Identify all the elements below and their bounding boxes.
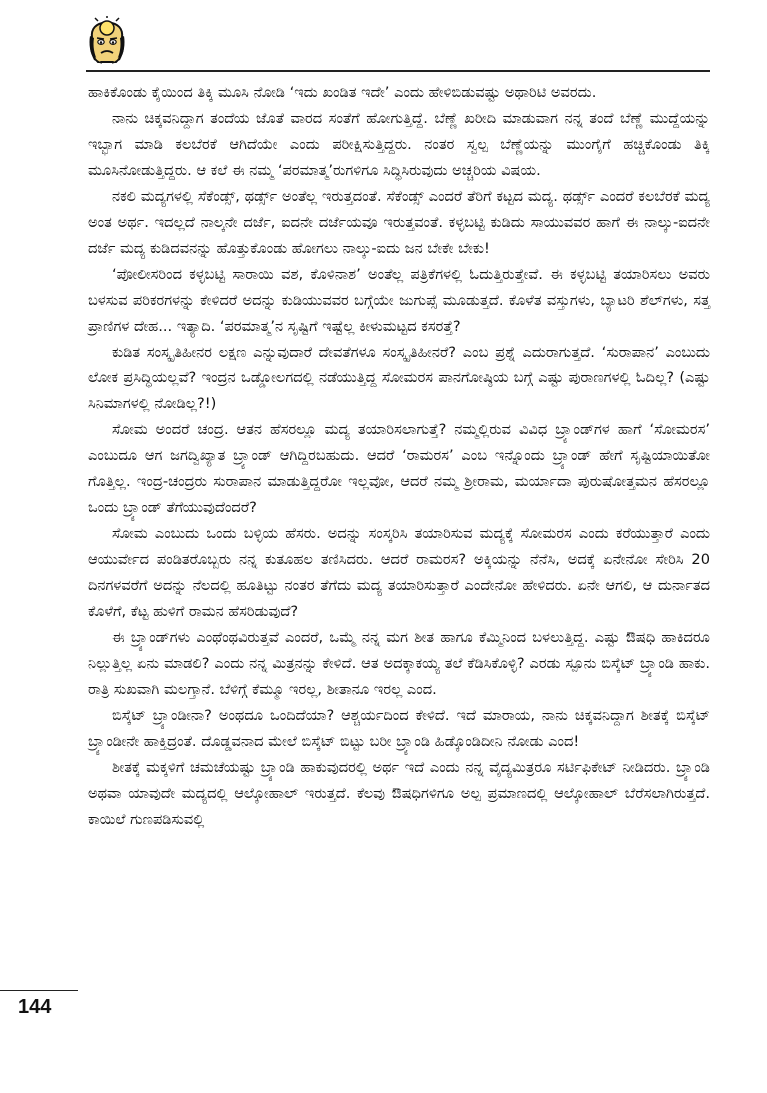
paragraph: ಸೋಮ ಎಂಬುದು ಒಂದು ಬಳ್ಳಿಯ ಹೆಸರು. ಅದನ್ನು ಸಂಸ್ಕರಿಸಿ ತಯಾರಿಸುವ ಮದ್ಯಕ್ಕೆ ಸೋಮರಸ ಎಂದು ಕರೆಯುತ್ತಾರೆ ಎಂದು ಆಯುರ್ವೇದ ಪಂಡಿತರೊಬ್ಬರು ನನ್ನ ಕುತೂಹಲ ತಣಿಸಿದರು. ಆದರೆ ರಾಮರಸ? ಅಕ್ಕಿಯನ್ನು ನೆನೆಸಿ, ಅದಕ್ಕೆ ಏನೇನೋ ಸೇರಿಸಿ 20 ದಿನಗಳವರೆಗೆ ಅದನ್ನು ನೆಲದಲ್ಲಿ ಹೂತಿಟ್ಟು ನಂತರ ತೆಗೆದು ಮದ್ಯ ತಯಾರಿಸುತ್ತಾರೆ ಎಂದೇನೋ ಹೇಳಿದರು. ಏನೇ ಆಗಲಿ, ಆ ದುರ್ನಾತದ ಕೊಳೆಗೆ, ಕೆಟ್ಟ ಹುಳಿಗೆ ರಾಮನ ಹೆಸರಿಡುವುದೆ? — [88, 525, 710, 621]
paragraph: ನಾನು ಚಿಕ್ಕವನಿದ್ದಾಗ ತಂದೆಯ ಜೊತೆ ವಾರದ ಸಂತೆಗೆ ಹೋಗುತ್ತಿದ್ದೆ. ಬೆಣ್ಣೆ ಖರೀದಿ ಮಾಡುವಾಗ ನನ್ನ ತಂದೆ ಬೆಣ್ಣೆ ಮುದ್ದೆಯನ್ನು ಇಬ್ಭಾಗ ಮಾಡಿ ಕಲಬೆರಕೆ ಆಗಿದೆಯೇ ಎಂದು ಪರೀಕ್ಷಿಸುತ್ತಿದ್ದರು. ನಂತರ ಸ್ವಲ್ಪ ಬೆಣ್ಣೆಯನ್ನು ಮುಂಗೈಗೆ ಹಚ್ಚಿಕೊಂಡು ತಿಕ್ಕಿ ಮೂಸಿನೋಡುತ್ತಿದ್ದರು. ಆ ಕಲೆ ಈ ನಮ್ಮ ‘ಪರಮಾತ್ಮ’ರುಗಳಿಗೂ ಸಿದ್ಧಿಸಿರುವುದು ಅಚ್ಚರಿಯ ವಿಷಯ. — [88, 109, 710, 179]
paragraph: ಸೋಮ ಅಂದರೆ ಚಂದ್ರ. ಆತನ ಹೆಸರಲ್ಲೂ ಮದ್ಯ ತಯಾರಿಸಲಾಗುತ್ತೆ? ನಮ್ಮಲ್ಲಿರುವ ವಿವಿಧ ಬ್ರ್ಯಾಂಡ್‌ಗಳ ಹಾಗೆ ‘ಸೋಮರಸ’ ಎಂಬುದೂ ಆಗ ಜಗದ್ವಿಖ್ಯಾತ ಬ್ರ್ಯಾಂಡ್ ಆಗಿದ್ದಿರಬಹುದು. ಆದರೆ ‘ರಾಮರಸ’ ಎಂಬ ಇನ್ನೊಂದು ಬ್ರ್ಯಾಂಡ್ ಹೇಗೆ ಸೃಷ್ಟಿಯಾಯಿತೋ ಗೊತ್ತಿಲ್ಲ. ಇಂದ್ರ-ಚಂದ್ರರು ಸುರಾಪಾನ ಮಾಡುತ್ತಿದ್ದರೋ ಇಲ್ಲವೋ, ಆದರೆ ನಮ್ಮ ಶ್ರೀರಾಮ, ಮರ್ಯಾದಾ ಪುರುಷೋತ್ತಮನ ಹೆಸರಲ್ಲೂ ಒಂದು ಬ್ರ್ಯಾಂಡ್ ತೆಗೆಯುವುದೆಂದರೆ? — [88, 421, 710, 517]
cartoon-face-lightbulb-icon — [86, 16, 128, 66]
paragraph: ನಕಲಿ ಮದ್ಯಗಳಲ್ಲಿ ಸೆಕೆಂಡ್ಸ್, ಥರ್ಡ್ಸ್ ಅಂತೆಲ್ಲ ಇರುತ್ತದಂತೆ. ಸೆಕೆಂಡ್ಸ್ ಎಂದರೆ ತೆರಿಗೆ ಕಟ್ಟದ ಮದ್ಯ. ಥರ್ಡ್ಸ್ ಎಂದರೆ ಕಲಬೆರಕೆ ಮದ್ಯ ಅಂತ ಅರ್ಥ. ಇದಲ್ಲದೆ ನಾಲ್ಕನೇ ದರ್ಜೆ, ಐದನೇ ದರ್ಜೆಯವೂ ಇರುತ್ತವಂತೆ. ಕಳ್ಳಬಟ್ಟಿ ಕುಡಿದು ಸಾಯುವವರ ಹಾಗೆ ಈ ನಾಲ್ಕು-ಐದನೇ ದರ್ಜೆ ಮದ್ಯ ಕುಡಿದವನನ್ನು ಹೊತ್ತುಕೊಂಡು ಹೋಗಲು ನಾಲ್ಕು-ಐದು ಜನ ಬೇಕೇ ಬೇಕು! — [88, 187, 710, 257]
header-rule — [86, 70, 710, 72]
article-body — [88, 80, 710, 833]
paragraph: ಶೀತಕ್ಕೆ ಮಕ್ಕಳಿಗೆ ಚಮಚೆಯಷ್ಟು ಬ್ರ್ಯಾಂಡಿ ಹಾಕುವುದರಲ್ಲಿ ಅರ್ಥ ಇದೆ ಎಂದು ನನ್ನ ವೈದ್ಯಮಿತ್ರರೂ ಸರ್ಟಿಫಿಕೇಟ್ ನೀಡಿದರು. ಬ್ರ್ಯಾಂಡಿ ಅಥವಾ ಯಾವುದೇ ಮದ್ಯದಲ್ಲಿ ಆಲ್ಕೋಹಾಲ್ ಇರುತ್ತದೆ. ಕೆಲವು ಔಷಧಿಗಳಿಗೂ ಅಲ್ಪ ಪ್ರಮಾಣದಲ್ಲಿ ಆಲ್ಕೋಹಾಲ್ ಬೆರೆಸಲಾಗಿರುತ್ತದೆ. ಕಾಯಿಲೆ ಗುಣಪಡಿಸುವಲ್ಲಿ — [88, 758, 710, 828]
paragraph: ಕುಡಿತ ಸಂಸ್ಕೃತಿಹೀನರ ಲಕ್ಷಣ ಎನ್ನುವುದಾರೆ ದೇವತೆಗಳೂ ಸಂಸ್ಕೃತಿಹೀನರೆ? ಎಂಬ ಪ್ರಶ್ನೆ ಎದುರಾಗುತ್ತದೆ. ‘ಸುರಾಪಾನ’ ಎಂಬುದು ಲೋಕ ಪ್ರಸಿದ್ಧಿಯಲ್ಲವೆ? ಇಂದ್ರನ ಒಡ್ಡೋಲಗದಲ್ಲಿ ನಡೆಯುತ್ತಿದ್ದ ಸೋಮರಸ ಪಾನಗೋಷ್ಠಿಯ ಬಗ್ಗೆ ಎಷ್ಟು ಪುರಾಣಗಳಲ್ಲಿ ಓದಿಲ್ಲ? (ಎಷ್ಟು ಸಿನಿಮಾಗಳಲ್ಲಿ ನೋಡಿಲ್ಲ?!) — [88, 343, 710, 413]
paragraph: ಹಾಕಿಕೊಂಡು ಕೈಯಿಂದ ತಿಕ್ಕಿ ಮೂಸಿ ನೋಡಿ ‘ಇದು ಖಂಡಿತ ಇದೇ’ ಎಂದು ಹೇಳಿಬಿಡುವಷ್ಟು ಅಥಾರಿಟಿ ಅವರದು. — [88, 84, 597, 101]
paragraph: ಈ ಬ್ರ್ಯಾಂಡ್‌ಗಳು ಎಂಥೆಂಥವಿರುತ್ತವೆ ಎಂದರೆ, ಒಮ್ಮೆ ನನ್ನ ಮಗ ಶೀತ ಹಾಗೂ ಕೆಮ್ಮಿನಿಂದ ಬಳಲುತ್ತಿದ್ದ. ಎಷ್ಟು ಔಷಧಿ ಹಾಕಿದರೂ ನಿಲ್ಲುತ್ತಿಲ್ಲ ಏನು ಮಾಡಲಿ? ಎಂದು ನನ್ನ ಮಿತ್ರನನ್ನು ಕೇಳಿದೆ. ಆತ ಅದಕ್ಕಾಕಯ್ಯ ತಲೆ ಕೆಡಿಸಿಕೊಳ್ಳಿ? ಎರಡು ಸ್ಪೂನು ಬಿಸ್ಕೆಟ್ ಬ್ರ್ಯಾಂಡಿ ಹಾಕು. ರಾತ್ರಿ ಸುಖವಾಗಿ ಮಲಗ್ತಾನೆ. ಬೆಳಿಗ್ಗೆ ಕೆಮ್ಮೂ ಇರಲ್ಲ, ಶೀತಾನೂ ಇರಲ್ಲ ಎಂದ. — [88, 629, 710, 698]
paragraph: ‘ಪೋಲೀಸರಿಂದ ಕಳ್ಳಬಟ್ಟಿ ಸಾರಾಯಿ ವಶ, ಕೊಳಿನಾಶ’ ಅಂತೆಲ್ಲ ಪತ್ರಿಕೆಗಳಲ್ಲಿ ಓದುತ್ತಿರುತ್ತೇವೆ. ಈ ಕಳ್ಳಬಟ್ಟಿ ತಯಾರಿಸಲು ಅವರು ಬಳಸುವ ಪರಿಕರಗಳನ್ನು ಕೇಳಿದರೆ ಅದನ್ನು ಕುಡಿಯುವವರ ಬಗ್ಗೆಯೇ ಜುಗುಪ್ಸೆ ಮೂಡುತ್ತದೆ. ಕೊಳೆತ ವಸ್ತುಗಳು, ಬ್ಯಾಟರಿ ಶೆಲ್‌ಗಳು, ಸತ್ತ ಪ್ರಾಣಿಗಳ ದೇಹ... ಇತ್ಯಾದಿ. ‘ಪರಮಾತ್ಮ’ನ ಸೃಷ್ಟಿಗೆ ಇಷ್ಟೆಲ್ಲ ಕೀಳುಮಟ್ಟದ ಕಸರತ್ತೆ? — [88, 265, 710, 335]
page-number: 144 — [18, 996, 52, 1018]
paragraph: ಬಿಸ್ಕೆಟ್ ಬ್ರ್ಯಾಂಡೀನಾ? ಅಂಥದೂ ಒಂದಿದೆಯಾ? ಆಶ್ಚರ್ಯದಿಂದ ಕೇಳಿದೆ. ಇದೆ ಮಾರಾಯ, ನಾನು ಚಿಕ್ಕವನಿದ್ದಾಗ ಶೀತಕ್ಕೆ ಬಿಸ್ಕೆಟ್ ಬ್ರ್ಯಾಂಡೀನೇ ಹಾಕ್ತಿದ್ರಂತೆ. ದೊಡ್ಡವನಾದ ಮೇಲೆ ಬಿಸ್ಕೆಟ್ ಬಿಟ್ಟು ಬರೀ ಬ್ರ್ಯಾಂಡಿ ಹಿಡ್ಕೊಂಡಿದೀನಿ ನೋಡು ಎಂದ! — [88, 706, 710, 750]
footer-rule — [0, 990, 78, 991]
